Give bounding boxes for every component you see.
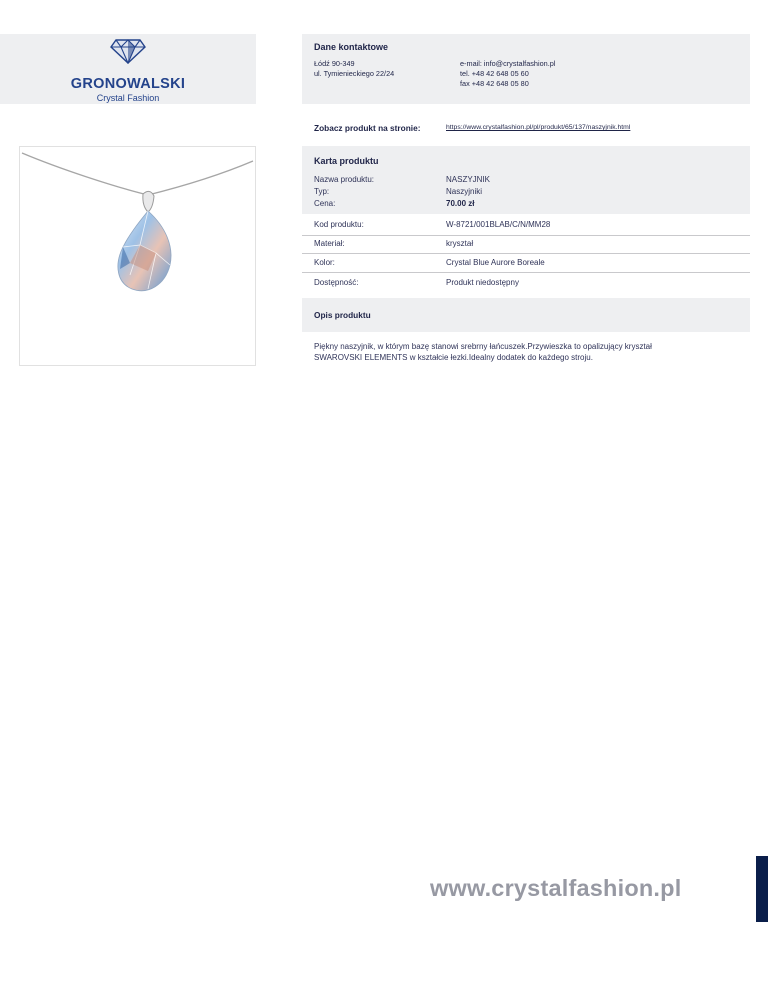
row-value-code: W-8721/001BLAB/C/N/MM28 [446, 220, 551, 229]
diamond-icon [110, 38, 146, 64]
footer-accent-bar [756, 856, 768, 922]
product-price-label: Cena: [314, 199, 336, 208]
contact-tel: tel. +48 42 648 05 60 [460, 69, 529, 78]
description-panel [302, 298, 750, 332]
see-product-label: Zobacz produkt na stronie: [314, 123, 421, 133]
logo-box [0, 34, 256, 104]
row-label-availability: Dostępność: [314, 278, 359, 287]
address-line-1: Łódź 90-349 [314, 59, 355, 68]
contact-title: Dane kontaktowe [314, 42, 389, 52]
description-title: Opis produktu [314, 310, 371, 320]
row-divider [302, 272, 750, 273]
product-price-value: 70.00 zł [446, 199, 475, 208]
row-value-color: Crystal Blue Aurore Boreale [446, 258, 545, 267]
pendant-necklace-image [20, 147, 255, 365]
product-card-panel [302, 146, 750, 214]
product-type-label: Typ: [314, 187, 330, 196]
product-name-value: NASZYJNIK [446, 175, 491, 184]
row-value-material: kryształ [446, 239, 474, 248]
contact-fax: fax +48 42 648 05 80 [460, 79, 529, 88]
contact-panel [302, 34, 750, 104]
row-label-code: Kod produktu: [314, 220, 364, 229]
website-footer: www.crystalfashion.pl [430, 875, 682, 901]
product-name-label: Nazwa produktu: [314, 175, 375, 184]
brand-name: GRONOWALSKI [70, 76, 186, 92]
row-divider [302, 235, 750, 236]
row-label-color: Kolor: [314, 258, 335, 267]
row-divider [302, 253, 750, 254]
contact-email: e-mail: info@crystalfashion.pl [460, 59, 556, 68]
product-type-value: Naszyjniki [446, 187, 483, 196]
address-line-2: ul. Tymienieckiego 22/24 [314, 69, 395, 78]
row-value-availability: Produkt niedostępny [446, 278, 519, 287]
product-url-link[interactable]: https://www.crystalfashion.pl/pl/produkt/65/137/naszyjnik.html [446, 124, 631, 131]
row-label-material: Materiał: [314, 239, 345, 248]
brand-tagline: Crystal Fashion [96, 93, 160, 103]
product-card-title: Karta produktu [314, 156, 379, 166]
product-photo [19, 146, 256, 366]
description-text: Piękny naszyjnik, w którym bazę stanowi srebrny łańcuszek.Przywieszka to opalizujący kryształ SWAROVSKI ELEMENTS w kształcie łezki.Idealny dodatek do każdego stroju. [314, 342, 652, 362]
